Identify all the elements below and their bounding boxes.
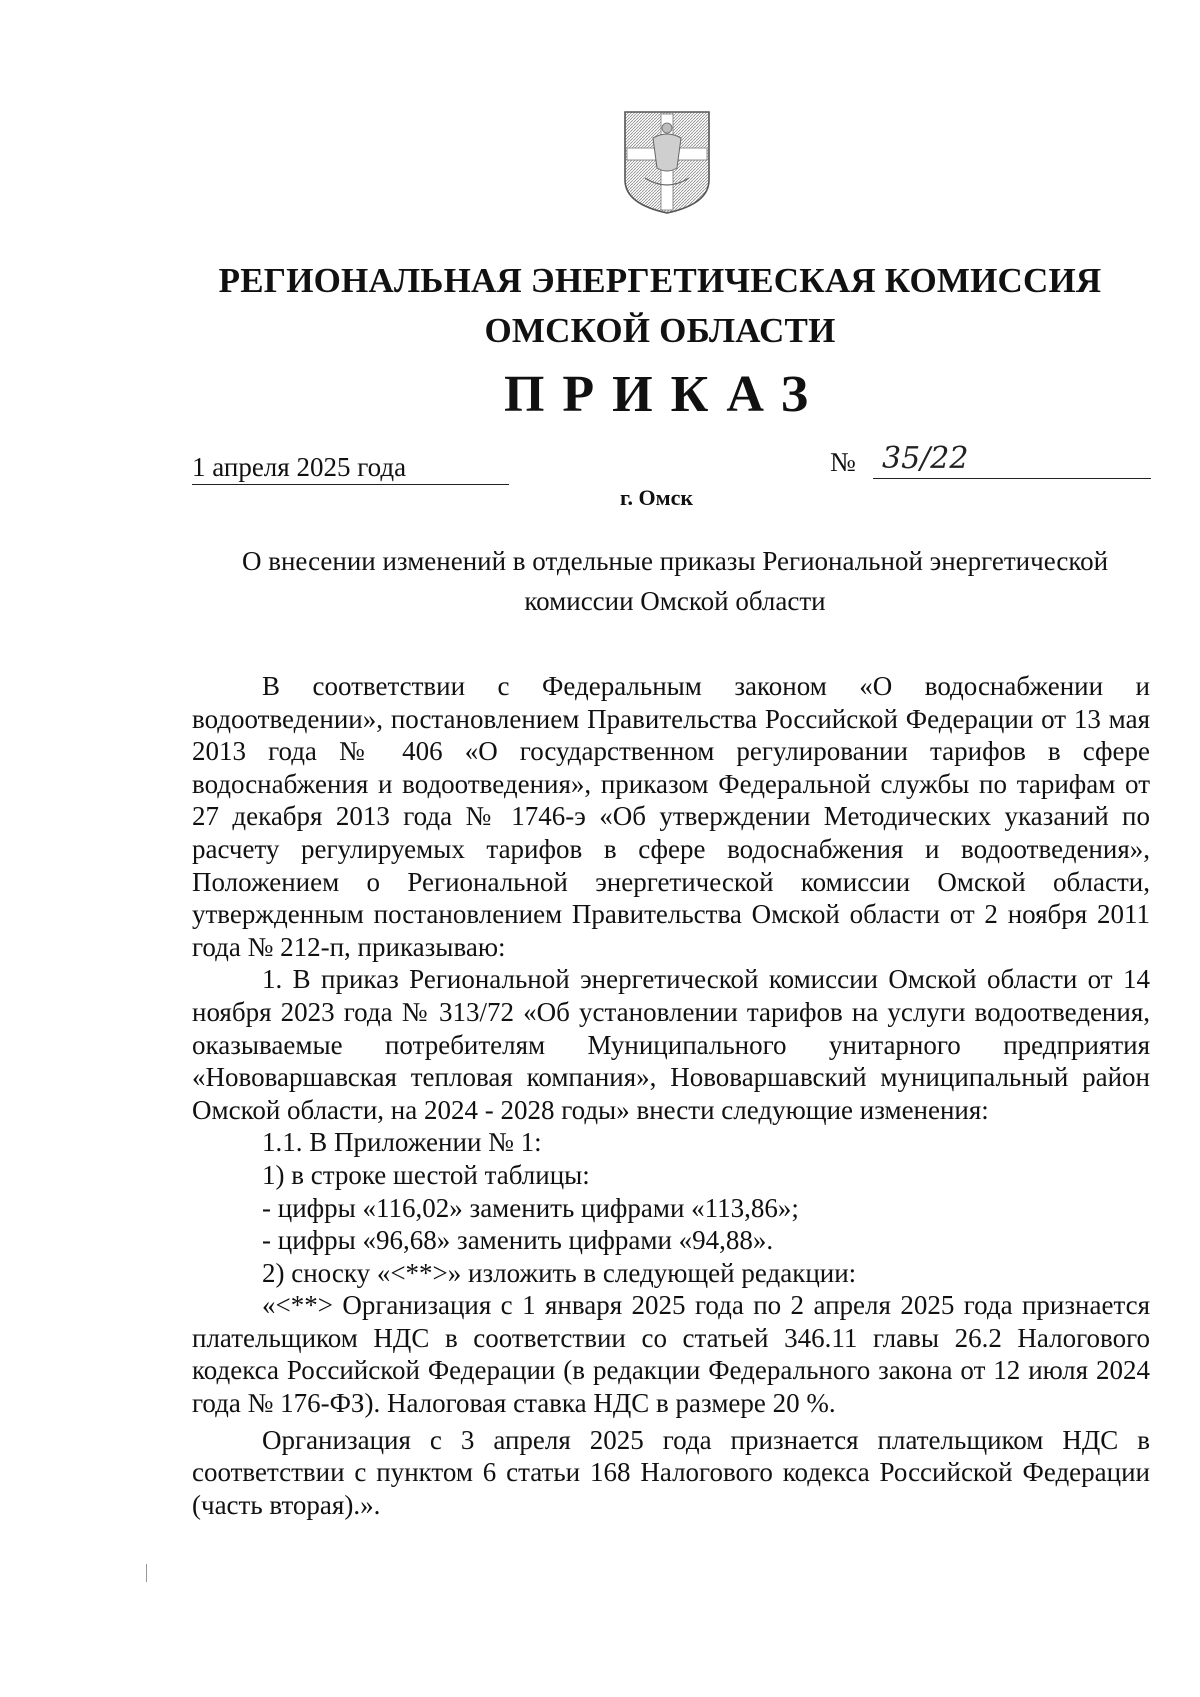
body-paragraph-item-1-1: 1.1. В Приложении № 1:	[262, 1127, 542, 1158]
document-number-underline	[873, 478, 1151, 479]
body-paragraph-change-1: - цифры «116,02» заменить цифрами «113,86»;	[262, 1192, 799, 1223]
document-type-title: ПРИКАЗ	[503, 366, 827, 423]
body-paragraph-subitem-2: 2) сноску «<**>» изложить в следующей редакции:	[262, 1257, 857, 1288]
document-subject-line1: О внесении изменений в отдельные приказы Региональной энергетической	[241, 546, 1109, 576]
coat-of-arms-emblem	[621, 108, 713, 216]
body-paragraph-subitem-1: 1) в строке шестой таблицы:	[262, 1159, 590, 1190]
body-paragraph-item-1: 1. В приказ Региональной энергетической комиссии Омской области от 14 ноября 2023 года № 313/72 «Об установлении тарифов на услуги водоотведения, оказываемые потребителям Муниципального унитарного предприятия «Нововаршавская тепловая компания», Нововаршавский муниципальный район Омской области, на 2024 - 2028 годы» внести следующие изменения:	[192, 964, 1150, 1125]
document-subject-line2: комиссии Омской области	[524, 586, 826, 616]
document-number-label: №	[830, 447, 856, 477]
organization-name	[160, 256, 1160, 356]
document-number-handwritten: 35/22	[882, 441, 969, 476]
organization-name-line1: РЕГИОНАЛЬНАЯ ЭНЕРГЕТИЧЕСКАЯ КОМИССИЯ	[218, 261, 1102, 300]
document-subject	[200, 541, 1150, 621]
scan-margin-mark	[146, 1564, 147, 1582]
document-body	[192, 670, 1150, 1521]
body-paragraph-preamble: В соответствии с Федеральным законом «О водоснабжении и водоотведении», постановлением Правительства Российской Федерации от 13 мая 2013 года № 406 «О государственном регулировании тарифов в сфере водоснабжения и водоотведения», приказом Федеральной службы по тарифам от 27 декабря 2013 года № 1746-э «Об утверждении Методических указаний по расчету регулируемых тарифов в сфере водоснабжения и водоотведения», Положением о Региональной энергетической комиссии Омской области, утвержденным постановлением Правительства Омской области от 2 ноября 2011 года № 212-п, приказываю:	[192, 671, 1150, 962]
body-paragraph-change-2: - цифры «96,68» заменить цифрами «94,88».	[262, 1225, 774, 1256]
document-date: 1 апреля 2025 года	[192, 452, 509, 485]
body-paragraph-footnote-text: «<**> Организация с 1 января 2025 года по 2 апреля 2025 года признается плательщиком НДС в соответствии со статьей 346.11 главы 26.2 Налогового кодекса Российской Федерации (в редакции Федерального закона от 12 июля 2024 года № 176-ФЗ). Налоговая ставка НДС в размере 20 %.	[192, 1290, 1150, 1419]
organization-name-line2: ОМСКОЙ ОБЛАСТИ	[484, 311, 836, 350]
document-city: г. Омск	[620, 485, 694, 510]
body-paragraph-footnote-text-2: Организация с 3 апреля 2025 года признается плательщиком НДС в соответствии с пунктом 6 статьи 168 Налогового кодекса Российской Федерации (часть вторая).».	[192, 1424, 1150, 1520]
